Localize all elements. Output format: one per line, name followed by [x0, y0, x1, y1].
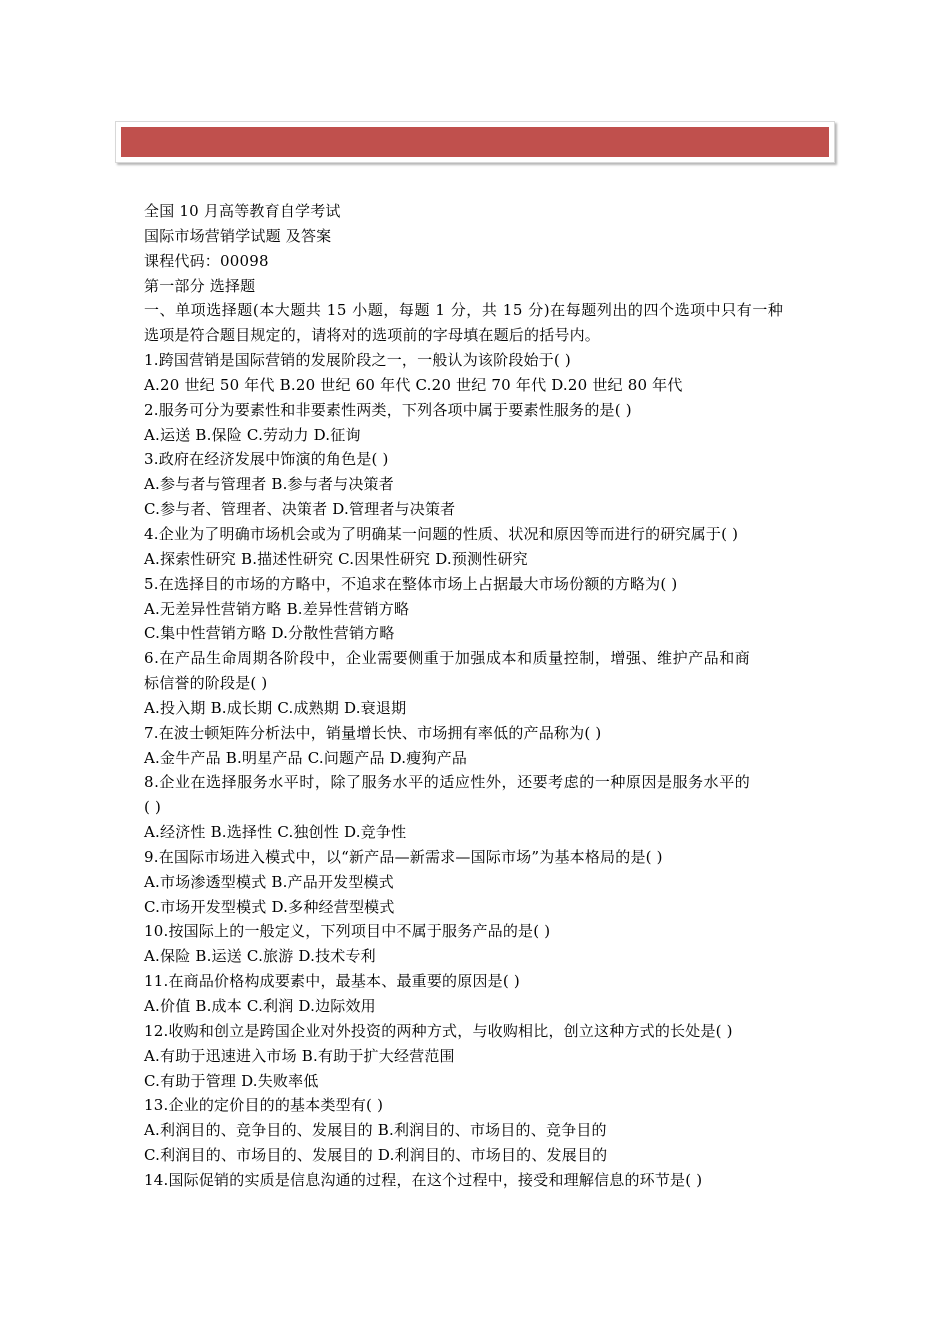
document-line: 5.在选择目的市场的方略中，不追求在整体市场上占据最大市场份额的方略为( )	[144, 574, 678, 593]
document-body	[144, 199, 816, 1193]
document-line: A.无差异性营销方略 B.差异性营销方略	[144, 599, 410, 618]
document-line: 4.企业为了明确市场机会或为了明确某一问题的性质、状况和原因等而进行的研究属于( )	[144, 524, 739, 543]
document-line: A.参与者与管理者 B.参与者与决策者	[144, 475, 394, 494]
document-line: 11.在商品价格构成要素中，最基本、最重要的原因是( )	[144, 972, 520, 991]
document-line: 一、单项选择题(本大题共 15 小题，每题 1 分，共 15 分)在每题列出的四个选项中只有一种	[144, 301, 784, 320]
document-line: 10.按国际上的一般定义，下列项目中不属于服务产品的是( )	[144, 922, 551, 941]
document-line: 6.在产品生命周期各阶段中，企业需要侧重于加强成本和质量控制，增强、维护产品和商	[144, 649, 751, 668]
document-line: A.金牛产品 B.明星产品 C.问题产品 D.瘦狗产品	[144, 748, 468, 767]
document-line: 12.收购和创立是跨国企业对外投资的两种方式，与收购相比，创立这种方式的长处是( )	[144, 1021, 733, 1040]
document-line: A.投入期 B.成长期 C.成熟期 D.衰退期	[144, 698, 407, 717]
document-line: A.经济性 B.选择性 C.独创性 D.竞争性	[144, 823, 407, 842]
document-line: A.20 世纪 50 年代 B.20 世纪 60 年代 C.20 世纪 70 年代 D.20 世纪 80 年代	[144, 375, 683, 394]
document-line: A.有助于迅速进入市场 B.有助于扩大经营范围	[144, 1046, 455, 1065]
document-line: 第一部分 选择题	[144, 276, 256, 295]
document-line: C.有助于管理 D.失败率低	[144, 1071, 319, 1090]
document-line: 国际市场营销学试题 及答案	[144, 226, 332, 245]
document-line: 全国 10 月高等教育自学考试	[144, 202, 341, 220]
document-line: 选项是符合题目规定的，请将对的选项前的字母填在题后的括号内。	[144, 326, 601, 345]
document-line: 9.在国际市场进入模式中，以“新产品—新需求—国际市场”为基本格局的是( )	[144, 847, 663, 866]
document-line: 1.跨国营销是国际营销的发展阶段之一，一般认为该阶段始于( )	[144, 351, 571, 370]
document-line: ( )	[144, 798, 162, 817]
document-line: C.集中性营销方略 D.分散性营销方略	[144, 624, 395, 643]
document-line: 13.企业的定价目的的基本类型有( )	[144, 1096, 384, 1115]
document-line: 标信誉的阶段是( )	[144, 674, 268, 693]
document-line: 课程代码：00098	[144, 251, 269, 270]
document-line: A.探索性研究 B.描述性研究 C.因果性研究 D.预测性研究	[144, 549, 528, 568]
document-line: A.保险 B.运送 C.旅游 D.技术专利	[144, 947, 376, 966]
document-line: C.市场开发型模式 D.多种经营型模式	[144, 897, 395, 916]
document-line: 2.服务可分为要素性和非要素性两类，下列各项中属于要素性服务的是( )	[144, 400, 632, 419]
document-line: A.市场渗透型模式 B.产品开发型模式	[144, 872, 394, 891]
document-line: 7.在波士顿矩阵分析法中，销量增长快、市场拥有率低的产品称为( )	[144, 723, 602, 742]
document-line: 8.企业在选择服务水平时，除了服务水平的适应性外，还要考虑的一种原因是服务水平的	[144, 773, 751, 792]
document-line: A.运送 B.保险 C.劳动力 D.征询	[144, 425, 361, 444]
header-banner-bar	[121, 127, 829, 157]
document-line: 3.政府在经济发展中饰演的角色是( )	[144, 450, 389, 469]
document-line: A.价值 B.成本 C.利润 D.边际效用	[144, 997, 376, 1015]
document-line: A.利润目的、竞争目的、发展目的 B.利润目的、市场目的、竞争目的	[144, 1121, 607, 1140]
document-line: C.参与者、管理者、决策者 D.管理者与决策者	[144, 500, 456, 519]
document-line: 14.国际促销的实质是信息沟通的过程，在这个过程中，接受和理解信息的环节是( )	[144, 1170, 703, 1189]
document-line: C.利润目的、市场目的、发展目的 D.利润目的、市场目的、发展目的	[144, 1146, 608, 1165]
header-banner	[115, 121, 835, 163]
